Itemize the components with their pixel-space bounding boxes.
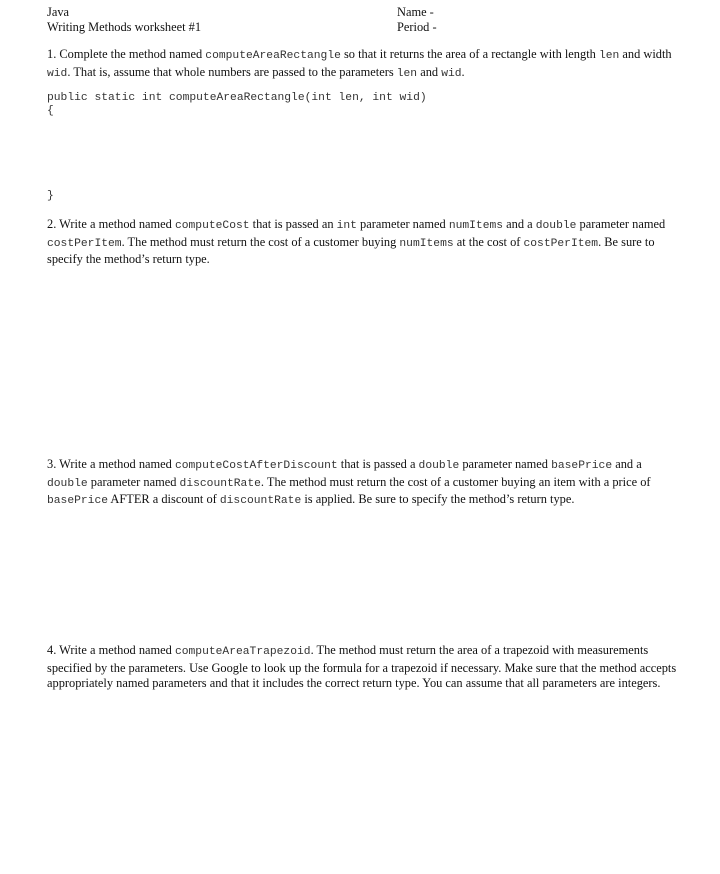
question-1-code-close-brace: } <box>47 190 54 202</box>
question-4-prompt: 4. Write a method named computeAreaTrapezoid. The method must return the area of a trapezoid with measurements specified by the parameters. Use Google to look up the formula for a trapezoid if necessary. Make sure that the method accepts appropriately named parameters and that it includes the correct return type. You can assume that all parameters are integers. <box>47 643 677 691</box>
question-2-prompt: 2. Write a method named computeCost that is passed an int parameter named numItems and a double parameter named costPerItem. The method must return the cost of a customer buying numItems at the cost of costPerItem. Be sure to specify the method’s return type. <box>47 217 666 267</box>
question-1-prompt: 1. Complete the method named computeAreaRectangle so that it returns the area of a rectangle with length len and width wid. That is, assume that whole numbers are passed to the parameters len and wid. <box>47 47 672 80</box>
period-label: Period - <box>397 20 437 34</box>
question-1-code-open-brace: { <box>47 105 54 117</box>
header-right <box>397 5 437 35</box>
header-left <box>47 5 201 35</box>
question-3-prompt: 3. Write a method named computeCostAfterDiscount that is passed a double parameter named basePrice and a double parameter named discountRate. The method must return the cost of a customer buying an item with a price of basePrice AFTER a discount of discountRate is applied. Be sure to specify the method’s return type. <box>47 457 651 508</box>
worksheet-title: Writing Methods worksheet #1 <box>47 20 202 34</box>
question-1-code-signature: public static int computeAreaRectangle(int len, int wid) <box>47 92 427 104</box>
course-name: Java <box>47 5 70 19</box>
name-label: Name - <box>397 5 434 19</box>
